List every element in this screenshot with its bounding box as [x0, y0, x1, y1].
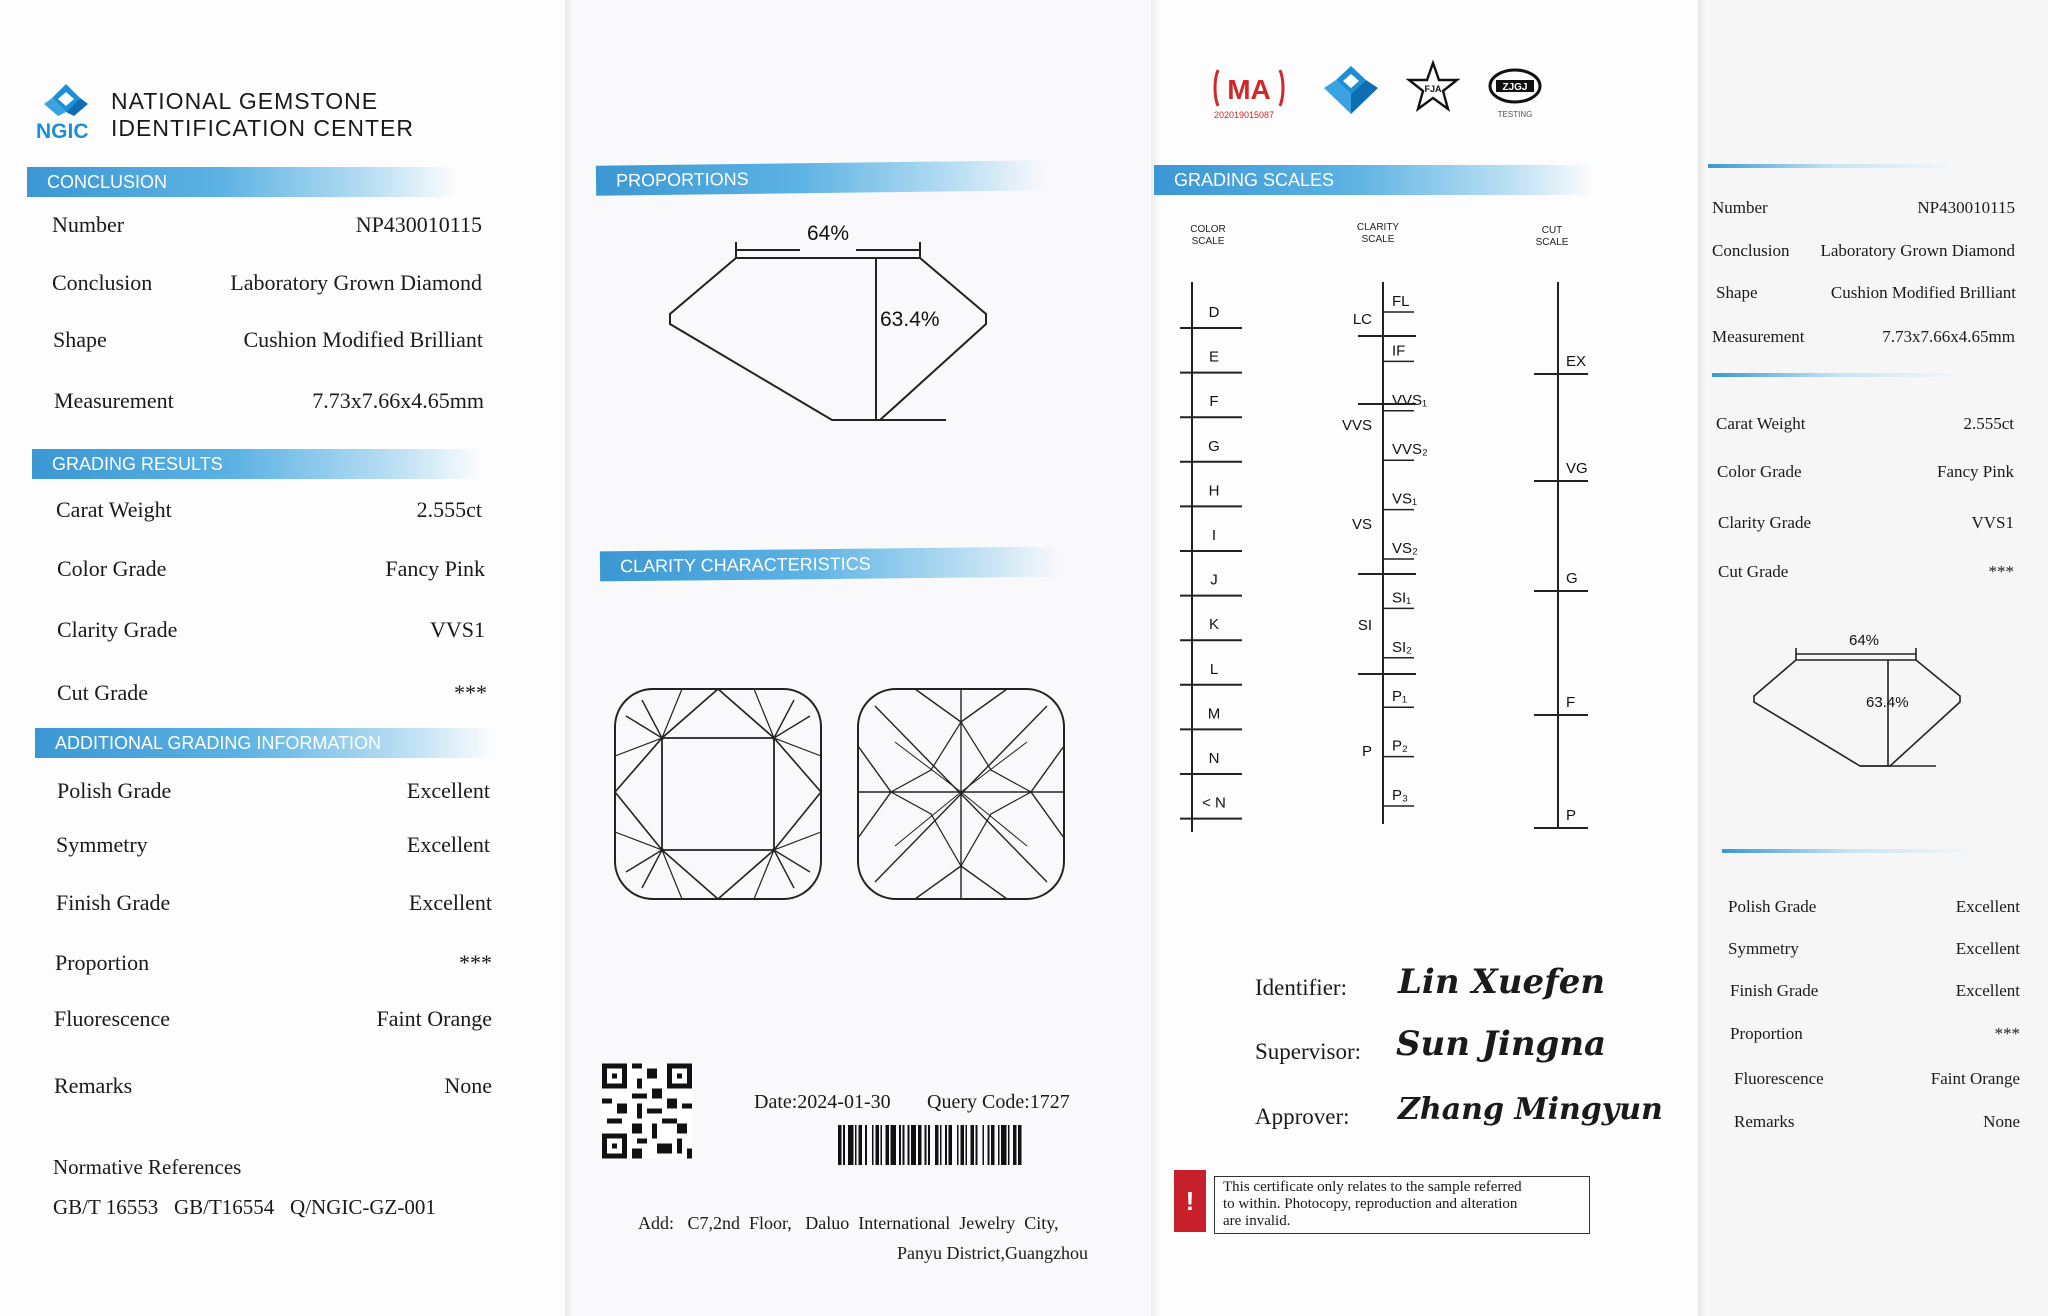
conclusion-label: Conclusion	[52, 270, 153, 295]
qr-code	[602, 1063, 692, 1159]
logo-text: NGIC	[36, 120, 89, 143]
number-value: NP430010115	[355, 212, 482, 237]
normative-refs: GB/T 16553 GB/T16554 Q/NGIC-GZ-001	[53, 1195, 436, 1219]
finish-label: Finish Grade	[56, 890, 171, 915]
symmetry-label: Symmetry	[56, 832, 148, 857]
summary-conclusion-value: Laboratory Grown Diamond	[1820, 241, 2015, 260]
summary-polish-label: Polish Grade	[1728, 897, 1817, 916]
measurement-label: Measurement	[54, 388, 174, 413]
summary-finish-value: Excellent	[1955, 981, 2020, 1000]
barcode-bar	[886, 1125, 889, 1165]
cma-text: MA	[1227, 74, 1271, 105]
clarity-grade-label: VVS₂	[1392, 441, 1428, 459]
barcode-bar	[911, 1125, 916, 1165]
fluorescence-value: Faint Orange	[376, 1006, 492, 1031]
clarity-characteristics-ribbon: CLARITY CHARACTERISTICS	[600, 547, 1060, 582]
color-grade-label: E	[1208, 348, 1220, 366]
clarity-grade-label: VS₂	[1392, 540, 1418, 557]
clarity-value: VVS1	[429, 617, 485, 642]
barcode-bar	[858, 1125, 861, 1165]
barcode-bar	[1001, 1125, 1006, 1165]
barcode-bar	[1018, 1125, 1021, 1165]
clarity-grade-label: SI₁	[1392, 589, 1412, 607]
summary-divider	[1708, 164, 1958, 168]
barcode-bar	[966, 1125, 968, 1165]
summary-conclusion-label: Conclusion	[1712, 241, 1790, 260]
barcode-bar	[865, 1125, 867, 1165]
date-text: Date:2024-01-30	[754, 1091, 891, 1113]
clarity-grade-label: P₁	[1392, 688, 1408, 706]
color-grade-label: D	[1208, 304, 1220, 321]
color-grade-label: G	[1208, 437, 1220, 455]
cut-grade-label: EX	[1566, 353, 1587, 370]
barcode-bar	[945, 1125, 947, 1165]
symmetry-value: Excellent	[406, 832, 490, 857]
org-name-line2: IDENTIFICATION CENTER	[111, 115, 414, 141]
barcode-bar	[925, 1125, 927, 1165]
normative-title: Normative References	[53, 1155, 242, 1179]
clarity-group-label: SI	[1357, 617, 1372, 634]
summary-finish-label: Finish Grade	[1730, 981, 1819, 1000]
approver-label: Approver:	[1255, 1104, 1350, 1129]
summary-polish-value: Excellent	[1955, 897, 2020, 916]
clarity-scale-title-1: CLARITY	[1356, 222, 1400, 233]
summary-shape-label: Shape	[1716, 283, 1758, 302]
fold-line	[1698, 0, 1706, 1316]
ngic-mark-icon	[1320, 64, 1382, 116]
clarity-scale-title-2: SCALE	[1361, 234, 1395, 245]
summary-clarity-value: VVS1	[1971, 513, 2014, 532]
summary-clarity-label: Clarity Grade	[1718, 513, 1811, 532]
approver-signature: Zhang Mingyun	[1398, 1092, 1663, 1127]
barcode-bar	[957, 1125, 959, 1165]
color-grade-label: F	[1209, 393, 1219, 411]
crown-view-diagram	[612, 686, 824, 902]
clarity-group-label: VVS	[1341, 417, 1372, 434]
color-label: Color Grade	[57, 556, 167, 581]
color-grade-label: L	[1209, 660, 1219, 678]
barcode-bar	[983, 1125, 985, 1165]
cut-grade-label: G	[1566, 570, 1578, 587]
proportion-label: Proportion	[55, 950, 150, 975]
summary-symmetry-label: Symmetry	[1728, 939, 1799, 958]
proportions-diagram	[666, 222, 1006, 422]
identifier-signature: Lin Xuefen	[1398, 962, 1606, 1002]
summary-cut-label: Cut Grade	[1718, 562, 1789, 581]
summary-cut-value: ***	[1988, 562, 2014, 581]
barcode-bar	[838, 1125, 841, 1165]
table-percent: 64%	[806, 222, 850, 245]
barcode-bar	[949, 1125, 952, 1165]
barcode-bar	[899, 1125, 901, 1165]
notice-box	[1214, 1176, 1590, 1234]
supervisor-signature: Sun Jingna	[1396, 1024, 1607, 1064]
barcode-bar	[872, 1125, 874, 1165]
proportion-value: ***	[459, 950, 492, 975]
barcode	[838, 1125, 1078, 1165]
clarity-group-label: LC	[1352, 311, 1372, 328]
shape-value: Cushion Modified Brilliant	[243, 327, 483, 352]
summary-carat-value: 2.555ct	[1963, 414, 2014, 433]
warning-icon: !	[1174, 1170, 1206, 1232]
grading-scales-chart	[1162, 212, 1588, 852]
grading-results-ribbon: GRADING RESULTS	[32, 449, 482, 479]
summary-proportion-label: Proportion	[1730, 1024, 1803, 1043]
summary-remarks-value: None	[1983, 1112, 2020, 1131]
color-grade-label: K	[1208, 616, 1220, 634]
summary-remarks-label: Remarks	[1734, 1112, 1795, 1131]
query-code-text: Query Code:1727	[927, 1091, 1070, 1113]
clarity-grade-label: SI₂	[1392, 638, 1412, 656]
cut-grade-label: F	[1566, 694, 1576, 711]
summary-color-value: Fancy Pink	[1937, 462, 2014, 481]
barcode-bar	[875, 1125, 878, 1165]
polish-value: Excellent	[406, 778, 490, 803]
polish-label: Polish Grade	[57, 778, 172, 803]
address-line2: Panyu District,Guangzhou	[897, 1243, 1088, 1263]
color-grade-label: I	[1211, 527, 1217, 544]
carat-label: Carat Weight	[56, 497, 172, 522]
barcode-bar	[1013, 1125, 1016, 1165]
barcode-bar	[855, 1125, 857, 1165]
summary-measurement-label: Measurement	[1712, 327, 1805, 346]
barcode-bar	[881, 1125, 883, 1165]
depth-percent: 63.4%	[880, 308, 940, 331]
summary-color-label: Color Grade	[1717, 462, 1802, 481]
shape-label: Shape	[53, 327, 107, 352]
org-name-line1: NATIONAL GEMSTONE	[111, 88, 379, 114]
notice-line1: This certificate only relates to the sample referred	[1223, 1179, 1522, 1195]
fold-line	[565, 0, 573, 1316]
color-grade-label: M	[1207, 705, 1221, 723]
barcode-bar	[918, 1125, 921, 1165]
color-scale-title-2: SCALE	[1191, 236, 1225, 247]
color-scale-title-1: COLOR	[1190, 224, 1226, 235]
clarity-grade-label: IF	[1392, 342, 1406, 360]
clarity-group-label: P	[1361, 743, 1372, 760]
summary-number-label: Number	[1712, 198, 1768, 217]
conclusion-ribbon: CONCLUSION	[27, 167, 457, 197]
color-grade-label: J	[1210, 571, 1218, 589]
grading-scales-ribbon: GRADING SCALES	[1154, 165, 1594, 195]
summary-divider	[1722, 849, 1972, 853]
fja-star-icon	[1406, 60, 1460, 114]
barcode-bar	[998, 1125, 1000, 1165]
notice-line3: are invalid.	[1223, 1213, 1291, 1229]
clarity-grade-label: P₂	[1392, 737, 1408, 755]
summary-table-percent: 64%	[1848, 632, 1880, 649]
summary-number-value: NP430010115	[1917, 198, 2015, 217]
fluorescence-label: Fluorescence	[54, 1006, 171, 1031]
fja-text: FJA	[1424, 84, 1442, 94]
clarity-grade-label: VS₁	[1392, 490, 1418, 508]
zjgj-testing-icon	[1486, 66, 1544, 120]
color-value: Fancy Pink	[385, 556, 485, 581]
warning-notice	[1174, 1170, 1624, 1234]
clarity-grade-label: P₃	[1392, 787, 1409, 804]
cut-scale-title-2: SCALE	[1535, 237, 1569, 248]
summary-carat-label: Carat Weight	[1716, 414, 1806, 433]
barcode-bar	[843, 1125, 845, 1165]
summary-proportions-diagram	[1750, 628, 1970, 768]
cut-grade-label: P	[1566, 807, 1577, 824]
finish-value: Excellent	[408, 890, 492, 915]
zjgj-text: ZJGJ	[1502, 82, 1528, 93]
address-line1: Add: C7,2nd Floor, Daluo International Jewelry City,	[638, 1213, 1059, 1233]
cma-logo	[1212, 66, 1286, 124]
cut-label: Cut Grade	[57, 680, 149, 705]
barcode-bar	[976, 1125, 978, 1165]
barcode-bar	[940, 1125, 942, 1165]
summary-depth-percent: 63.4%	[1866, 694, 1909, 711]
barcode-bar	[903, 1125, 905, 1165]
carat-value: 2.555ct	[416, 497, 482, 522]
summary-fluorescence-label: Fluorescence	[1734, 1069, 1824, 1088]
barcode-bar	[988, 1125, 990, 1165]
cma-number: 202019015087	[1214, 110, 1275, 120]
proportions-ribbon: PROPORTIONS	[596, 160, 1046, 195]
clarity-label: Clarity Grade	[57, 617, 178, 642]
summary-measurement-value: 7.73x7.66x4.65mm	[1882, 327, 2015, 346]
remarks-label: Remarks	[54, 1073, 133, 1098]
summary-shape-value: Cushion Modified Brilliant	[1830, 283, 2016, 302]
summary-proportion-value: ***	[1994, 1024, 2020, 1043]
additional-info-ribbon: ADDITIONAL GRADING INFORMATION	[35, 728, 495, 758]
measurement-value: 7.73x7.66x4.65mm	[312, 388, 484, 413]
clarity-grade-label: VVS₁	[1392, 391, 1428, 409]
clarity-group-label: VS	[1351, 516, 1372, 533]
cut-value: ***	[454, 680, 487, 705]
color-grade-label: < N	[1202, 794, 1226, 812]
color-grade-label: H	[1208, 482, 1220, 500]
clarity-grade-label: FL	[1392, 293, 1410, 310]
barcode-bar	[991, 1125, 994, 1165]
barcode-bar	[848, 1125, 853, 1165]
remarks-value: None	[444, 1073, 492, 1098]
identifier-label: Identifier:	[1255, 975, 1347, 1000]
fold-line	[1151, 0, 1159, 1316]
left-panel	[0, 0, 565, 1316]
conclusion-value: Laboratory Grown Diamond	[230, 270, 482, 295]
ngic-logo	[36, 82, 100, 144]
barcode-bar	[1008, 1125, 1010, 1165]
barcode-bar	[928, 1125, 930, 1165]
summary-divider	[1712, 373, 1962, 377]
supervisor-label: Supervisor:	[1255, 1039, 1362, 1064]
cma-badge-icon	[1212, 66, 1286, 110]
barcode-bar	[960, 1125, 963, 1165]
barcode-bar	[908, 1125, 910, 1165]
cut-grade-label: VG	[1566, 460, 1588, 477]
barcode-bar	[971, 1125, 974, 1165]
summary-symmetry-value: Excellent	[1955, 939, 2020, 958]
barcode-bar	[935, 1125, 938, 1165]
number-label: Number	[52, 212, 125, 237]
cut-scale-title-1: CUT	[1541, 225, 1563, 236]
testing-text: TESTING	[1497, 110, 1533, 119]
summary-fluorescence-value: Faint Orange	[1930, 1069, 2020, 1088]
color-grade-label: N	[1208, 750, 1220, 767]
barcode-bar	[891, 1125, 896, 1165]
notice-line2: to within. Photocopy, reproduction and alteration	[1223, 1196, 1518, 1212]
pavilion-view-diagram	[855, 686, 1067, 902]
